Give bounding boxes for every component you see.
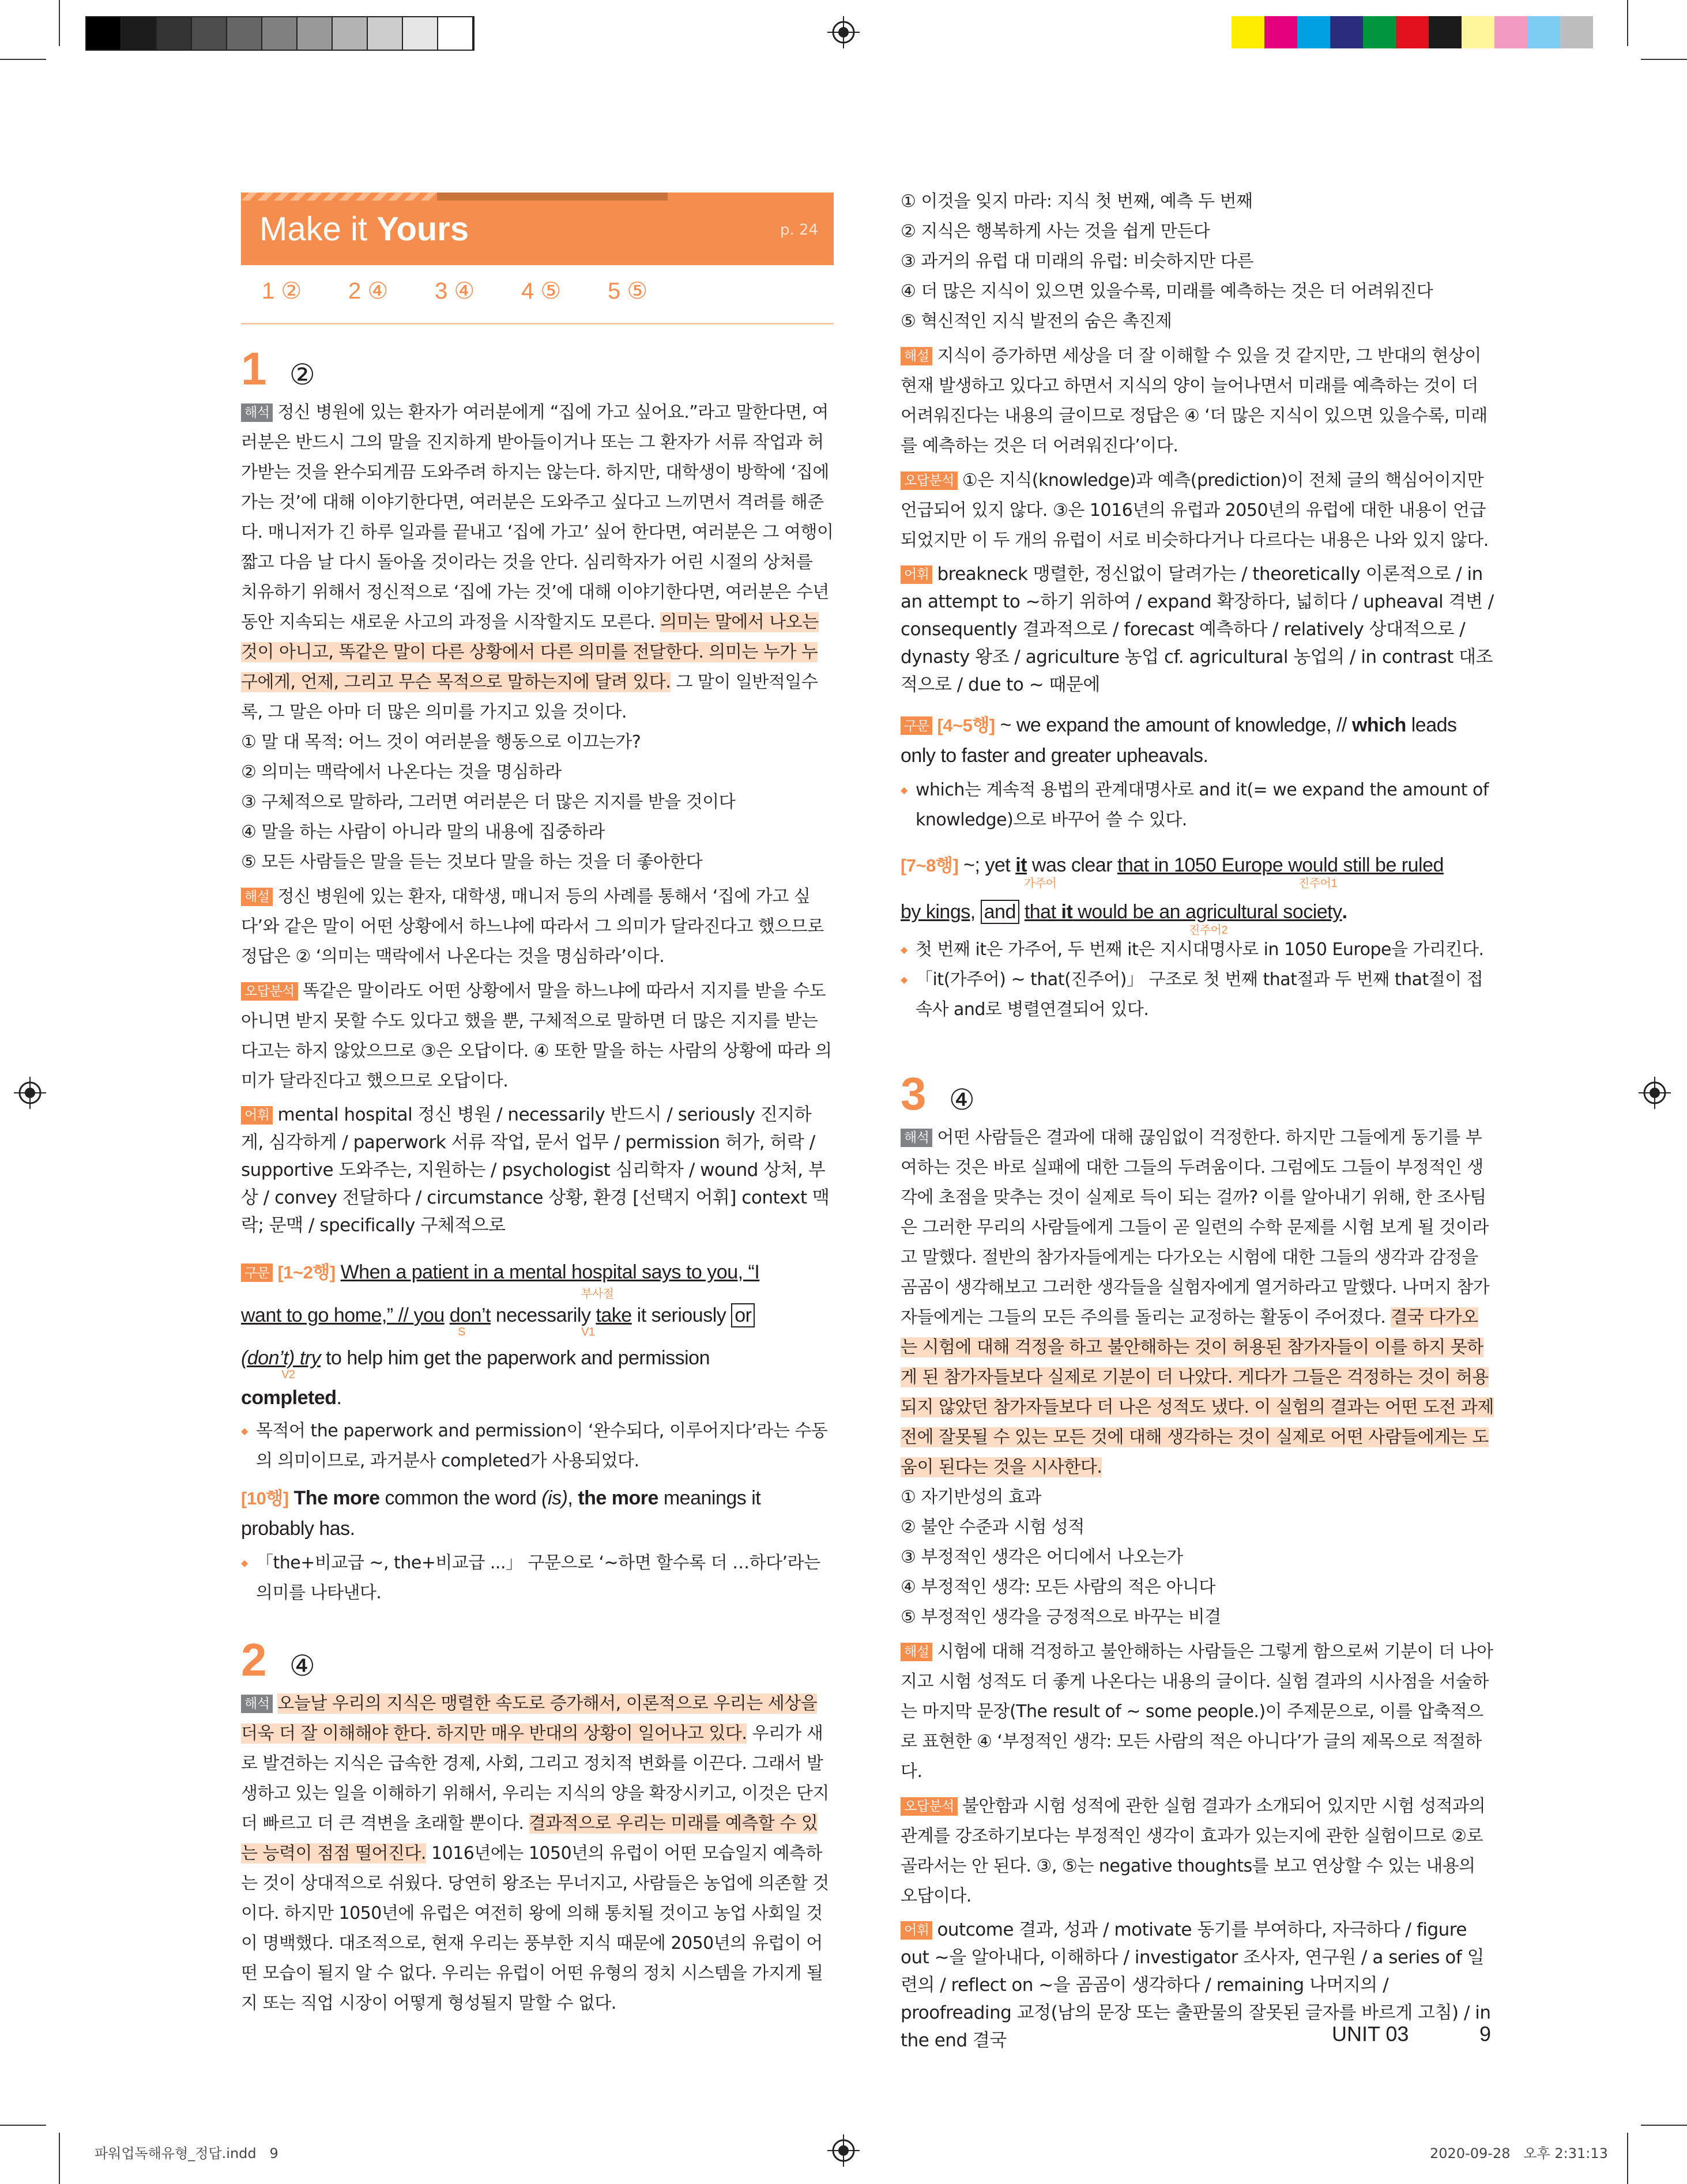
explanation: 해설 지식이 증가하면 세상을 더 잘 이해할 수 있을 것 같지만, 그 반대의 현상이 현재 발생하고 있다고 하면서 지식의 양이 늘어나면서 미래를 예측하는 것이 더 어려워진다는 내용의 글이므로 정답은 ④ ‘더 많은 지식이 있으면 있을수록, 미래를 예측하는 것은 더 어려워진다’이다. [901,346,1488,456]
crop-mark [59,2133,60,2184]
crop-mark [1627,0,1628,46]
section-banner [241,193,834,265]
left-column [241,340,834,2019]
color-bar [1232,16,1593,48]
crop-mark [59,0,60,46]
print-date: 2020-09-28 오후 2:31:13 [1430,2145,1608,2162]
banner-title: Make it Yours [259,210,469,248]
answer-key-item: 4 ⑤ [521,278,562,304]
grammar-note-2: [7~8행] ~; yet it was clear that in 1050 Europe would still be ruled 가주어 진주어1 by kings, and that it would be an agricultural society. 진주어2 ◆ 첫 번째 it은 가주어, 두 번째 it은 지시대명사로 in 1050 Europe을 가리킨다. ◆ 「it(가주어) ~ that(진주어)」 구조로 첫 번째 that절과 두 번째 that절이 접속사 and로 병렬연결되어 있다. [901,842,1494,1025]
translation: 해석 어떤 사람들은 결과에 대해 끊임없이 걱정한다. 하지만 그들에게 동기를 부여하는 것은 바로 실패에 대한 그들의 두려움이다. 그럼에도 그들이 부정적인 생각에 초점을 맞추는 것이 실제로 득이 되는 걸까? 이를 알아내기 위해, 한 조사팀은 그러한 무리의 사람들에게 그들이 곧 일련의 수학 문제를 시험 보게 될 것이라고 말했다. 절반의 참가자들에게는 다가오는 시험에 대한 그들의 생각과 감정을 곰곰이 생각해보고 그러한 생각들을 실험자에게 열거하라고 말했다. 나머지 참가자들에게는 그들의 모든 주의를 돌리는 교정하는 활동이 주어졌다. 결국 다가오는 시험에 대해 걱정을 하고 불안해하는 것이 허용된 참가자들이 이를 하지 못하게 된 참가자들보다 실제로 기분이 더 나았다. 게다가 그들은 걱정하는 것이 허용되지 않았던 참가자들보다 더 나은 성적도 냈다. 이 실험의 결과는 어떤 도전 과제 전에 잘못될 수 있는 모든 것에 대해 생각하는 것이 실제로 어떤 사람들에게는 도움이 된다는 것을 시사한다. [901,1127,1494,1477]
registration-mark-bottom [827,2134,860,2167]
options-list: ① 자기반성의 효과 ② 불안 수준과 시험 성적 ③ 부정적인 생각은 어디에서 나오는가 ④ 부정적인 생각: 모든 사람의 적은 아니다 ⑤ 부정적인 생각을 긍정적으로 바꾸는 비결 [901,1487,1221,1627]
wrong-analysis: 오답분석 ①은 지식(knowledge)과 예측(prediction)이 전체 글의 핵심어이지만 언급되어 있지 않다. ③은 1016년의 유럽과 2050년의 유럽에 대한 내용이 언급되었지만 이 두 개의 유럽이 서로 비슷하다거나 다르다는 내용은 나와 있지 않다. [901,470,1489,550]
page-reference: p. 24 [780,221,819,239]
question-heading: 2 ④ [241,1634,315,1685]
crop-mark [1627,2133,1628,2184]
registration-mark-left [14,1077,46,1109]
answer-key-item: 1 ② [262,278,302,304]
question-heading: 1 ② [241,343,315,394]
registration-mark-top [827,16,860,48]
grammar-note-1: 구문 [4~5행] ~ we expand the amount of knowledge, // which leads only to faster and greater upheavals. ◆ which는 계속적 용법의 관계대명사로 and it(= we expand the amount of knowledge)으로 바꾸어 쓸 수 있다. [901,710,1494,835]
vocabulary: 어휘 breakneck 맹렬한, 정신없이 달려가는 / theoretically 이론적으로 / in an attempt to ~하기 위하여 / expand 확장하다, 넓히다 / upheaval 격변 / consequently 결과적으로 / forecast 예측하다 / relatively 상대적으로 / dynasty 왕조 / agriculture 농업 cf. agricultural 농업의 / in contrast 대조적으로 / due to ~ 때문에 [901,564,1494,695]
translation: 해석 정신 병원에 있는 환자가 여러분에게 “집에 가고 싶어요.”라고 말한다면, 여러분은 반드시 그의 말을 진지하게 받아들이거나 또는 그 환자가 서류 작업과 허가받는 것을 완수되게끔 도와주려 하지는 않는다. 하지만, 대학생이 방학에 ‘집에 가는 것’에 대해 이야기한다면, 여러분은 도와주고 싶다고 느끼면서 격려를 해준다. 매니저가 긴 하루 일과를 끝내고 ‘집에 가고’ 싶어 한다면, 여러분은 그 여행이 짧고 다음 날 다시 돌아올 것이라는 것을 안다. 심리학자가 어린 시절의 상처를 치유하기 위해서 정신적으로 ‘집에 가는 것’에 대해 이야기한다면, 여러분은 수년 동안 지속되는 새로운 사고의 과정을 시작할지도 모른다. 의미는 말에서 나오는 것이 아니고, 똑같은 말이 다른 상황에서 다른 의미를 전달한다. 의미는 누가 누구에게, 언제, 그리고 무슨 목적으로 말하는지에 달려 있다. 그 말이 일반적일수록, 그 말은 아마 더 많은 의미를 가지고 있을 것이다. [241,402,834,722]
options-list: ① 말 대 목적: 어느 것이 여러분을 행동으로 이끄는가? ② 의미는 맥락에서 나온다는 것을 명심하라 ③ 구체적으로 말하라, 그러면 여러분은 더 많은 지지를 받을 것이다 ④ 말을 하는 사람이 아니라 말의 내용에 집중하라 ⑤ 모든 사람들은 말을 듣는 것보다 말을 하는 것을 더 좋아한다 [241,732,736,872]
unit-label: UNIT 03 [1332,2022,1409,2046]
grammar-note-2: [10행] The more common the word (is), the more meanings it probably has. ◆ 「the+비교급 ~, the+비교급 ...」 구문으로 ‘~하면 할수록 더 …하다’라는 의미를 나타낸다. [241,1483,834,1608]
vocabulary: 어휘 mental hospital 정신 병원 / necessarily 반드시 / seriously 진지하게, 심각하게 / paperwork 서류 작업, 문서 업무 / permission 허가, 허락 / supportive 도와주는, 지원하는 / psychologist 심리학자 / wound 상처, 부상 / convey 전달하다 / circumstance 상황, 환경 [선택지 어휘] context 맥락; 문맥 / specifically 구체적으로 [241,1104,830,1236]
divider [241,323,834,325]
wrong-analysis: 오답분석 똑같은 말이라도 어떤 상황에서 말을 하느냐에 따라서 지지를 받을 수도 아니면 받지 못할 수도 있다고 했을 뿐, 구체적으로 말하면 더 많은 지지를 받는다고는 하지 않았으므로 ③은 오답이다. ④ 또한 말을 하는 사람의 상황에 따라 의미가 달라진다고 했으므로 오답이다. [241,981,832,1091]
explanation: 해설 시험에 대해 걱정하고 불안해하는 사람들은 그렇게 함으로써 기분이 더 나아지고 시험 성적도 더 좋게 나온다는 내용의 글이다. 실험 결과의 시사점을 서술하는 마지막 문장(The result of ~ some people.)이 주제문으로, 이를 압축적으로 표현한 ④ ‘부정적인 생각: 모든 사람의 적은 아니다’가 글의 제목으로 적절하다. [901,1642,1493,1782]
file-slug: 파워업독해유형_정답.indd 9 [95,2145,278,2162]
answer-key-item: 3 ④ [435,278,475,304]
grayscale-bar [85,16,475,51]
answer-key-item: 5 ⑤ [608,278,648,304]
explanation: 해설 정신 병원에 있는 환자, 대학생, 매니저 등의 사례를 통해서 ‘집에 가고 싶다’와 같은 말이 어떤 상황에서 하느냐에 따라서 그 의미가 달라진다고 했으므로 정답은 ② ‘의미는 맥락에서 나온다는 것을 명심하라’이다. [241,887,824,967]
vocabulary: 어휘 outcome 결과, 성과 / motivate 동기를 부여하다, 자극하다 / figure out ~을 알아내다, 이해하다 / investigator 조사자, 연구원 / a series of 일련의 / reflect on ~을 곰곰이 생각하다 / remaining 나머지의 / proofreading 교정(남의 문장 또는 출판물의 잘못된 글자를 바르게 고침) / in the end 결국 [901,1919,1491,2051]
answer-key-item: 2 ④ [348,278,389,304]
crop-mark [1641,2125,1687,2126]
crop-mark [0,59,46,60]
translation: 해석 오늘날 우리의 지식은 맹렬한 속도로 증가해서, 이론적으로 우리는 세상을 더욱 더 잘 이해해야 한다. 하지만 매우 반대의 상황이 일어나고 있다. 우리가 새로 발견하는 지식은 급속한 경제, 사회, 그리고 정치적 변화를 이끈다. 그래서 발생하고 있는 일을 이해하기 위해서, 우리는 지식의 양을 확장시키고, 이것은 단지 더 빠르고 더 큰 격변을 초래할 뿐이다. 결과적으로 우리는 미래를 예측할 수 있는 능력이 점점 떨어진다. 1016년에는 1050년의 유럽이 어떤 모습일지 예측하는 것이 상대적으로 쉬웠다. 당연히 왕조는 무너지고, 사람들은 농업에 의존할 것이다. 하지만 1050년에 유럽은 여전히 왕에 의해 통치될 것이고 농업 사회일 것이 명백했다. 대조적으로, 현재 우리는 풍부한 지식 때문에 2050년의 유럽이 어떤 모습이 될지 알 수 없다. 우리는 유럽이 어떤 유형의 정치 시스템을 가지게 될지 또는 직업 시장이 어떻게 형성될지 말할 수 없다. [241,1693,829,2013]
crop-mark [1641,59,1687,60]
question-heading: 3 ④ [901,1068,975,1119]
crop-mark [0,2125,46,2126]
page-number: 9 [1479,2022,1492,2046]
wrong-analysis: 오답분석 불안함과 시험 성적에 관한 실험 결과가 소개되어 있지만 시험 성적과의 관계를 강조하기보다는 부정적인 생각이 효과가 있는지에 관한 실험이므로 ②로 골라서는 안 된다. ③, ⑤는 negative thoughts를 보고 연상할 수 있는 내용의 오답이다. [901,1796,1486,1906]
options-list: ① 이것을 잊지 마라: 지식 첫 번째, 예측 두 번째 ② 지식은 행복하게 사는 것을 쉽게 만든다 ③ 과거의 유럽 대 미래의 유럽: 비슷하지만 다른 ④ 더 많은 지식이 있으면 있을수록, 미래를 예측하는 것은 더 어려워진다 ⑤ 혁신적인 지식 발전의 숨은 촉진제 [901,191,1433,331]
grammar-note-1: 구문 [1~2행] When a patient in a mental hospital says to you, “I want to go home,” // you don’t necessarily take it seriously or 부사절 S V1 (don’t) try to help him get the paperwork and permission V2 completed. ◆ 목적어 the paperwork and permission이 ‘완수되다, 이루어지다’라는 수동의 의미이므로, 과거분사 completed가 사용되었다. [241,1251,834,1476]
answer-key-row [262,278,815,304]
registration-mark-right [1639,1077,1671,1109]
right-column [901,187,1494,2054]
